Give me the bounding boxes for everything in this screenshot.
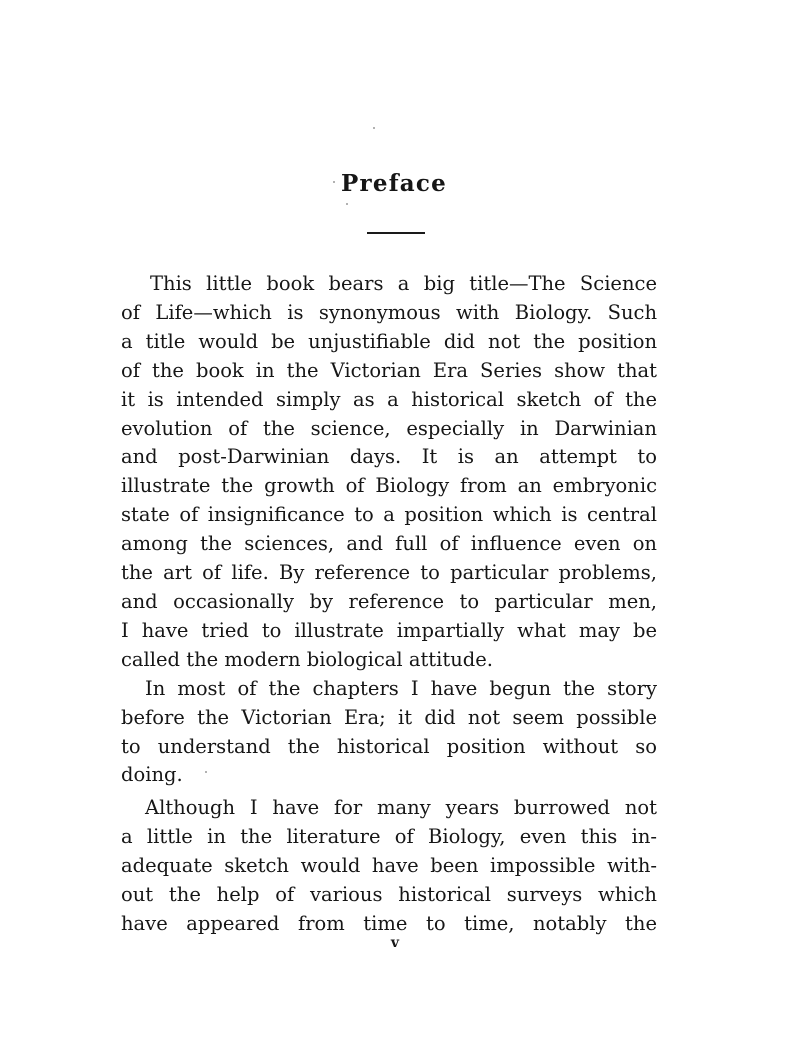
- paragraph-1: [121, 270, 657, 675]
- text-line: of Life—which is synonymous with Biology. Such: [121, 300, 657, 324]
- paragraph-3: [121, 794, 657, 939]
- body-text: [121, 270, 657, 939]
- text-line: and post-Darwinian days. It is an attempt to: [121, 445, 657, 469]
- text-line: have appeared from time to time, notably the: [121, 911, 657, 935]
- text-line: to understand the historical position without so: [121, 734, 657, 758]
- text-line: before the Victorian Era; it did not seem possible: [121, 705, 657, 729]
- title-rule: [367, 232, 425, 234]
- page-title: [0, 170, 800, 197]
- text-line: a little in the literature of Biology, even this in-: [121, 825, 657, 849]
- text-line: state of insignificance to a position which is central: [121, 503, 657, 527]
- text-line: the art of life. By reference to particular problems,: [121, 561, 657, 585]
- text-line: doing.: [121, 763, 183, 787]
- text-line: illustrate the growth of Biology from an embryonic: [121, 474, 657, 498]
- text-line: In most of the chapters I have begun the story: [145, 676, 657, 700]
- text-line: called the modern biological attitude.: [121, 647, 493, 671]
- text-line: I have tried to illustrate impartially what may be: [121, 618, 657, 642]
- text-line: This little book bears a big title—The Science: [150, 272, 657, 295]
- page-number: v: [390, 935, 400, 951]
- text-line: of the book in the Victorian Era Series show that: [121, 358, 657, 382]
- text-line: a title would be unjustifiable did not the position: [121, 329, 657, 353]
- text-line: it is intended simply as a historical sketch of the: [121, 387, 657, 411]
- page-title-text: Preface: [341, 170, 447, 197]
- text-line: and occasionally by reference to particular men,: [121, 589, 657, 613]
- text-line: among the sciences, and full of influence even on: [121, 532, 657, 556]
- print-speck: [346, 203, 348, 205]
- text-line: adequate sketch would have been impossible with-: [121, 854, 657, 878]
- text-line: evolution of the science, especially in Darwinian: [121, 416, 657, 440]
- paragraph-2: [121, 675, 657, 791]
- text-line: out the help of various historical surveys which: [121, 883, 657, 907]
- print-speck: [373, 127, 375, 129]
- text-line: Although I have for many years burrowed not: [145, 796, 657, 820]
